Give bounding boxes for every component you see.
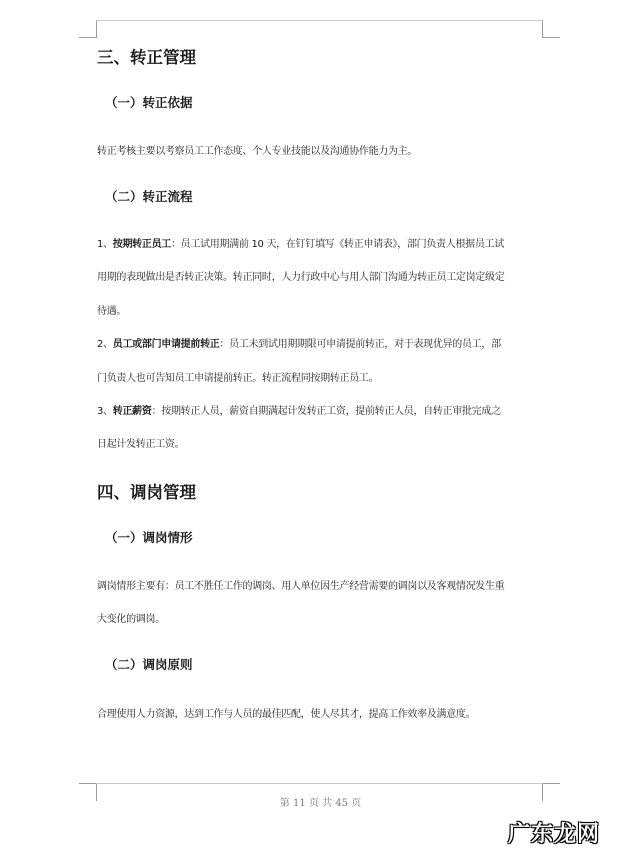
paragraph-line: 用期的表现做出是否转正决策。转正同时，人力行政中心与用人部门沟通为转正员工定岗定级定 [97,272,505,283]
paragraph-line: 合理使用人力资源，达到工作与人员的最佳匹配，使人尽其才，提高工作效率及满意度。 [97,709,476,720]
footer-prefix: 第 [279,798,290,809]
list-item-number: 3、 [97,406,113,417]
section-heading: 三、转正管理 [97,48,196,67]
current-page-number: 11 [292,798,306,809]
list-item-number: 1、 [97,239,113,250]
list-item-term: 按期转正员工 [112,239,171,250]
footer-middle: 页 共 [308,798,333,809]
list-item [97,235,504,250]
list-item-text: ：员工未到试用期期限可申请提前转正，对于表现优异的员工，部 [219,339,501,350]
footer-rule [96,783,543,784]
paragraph-line: 大变化的调岗。 [97,614,165,625]
paragraph-line: 转正考核主要以考察员工工作态度、个人专业技能以及沟通协作能力为主。 [97,146,418,157]
paragraph-line: 待遇。 [97,306,127,317]
subsection-heading: （一）转正依据 [105,95,193,110]
subsection-heading: （一）调岗情形 [105,530,193,545]
site-watermark: 广东龙网 [508,822,601,847]
paragraph-line: 门负责人也可告知员工申请提前转正。转正流程同按期转正员工。 [97,373,379,384]
section-heading: 四、调岗管理 [97,483,196,502]
total-page-count: 45 [335,798,349,809]
subsection-heading: （二）转正流程 [105,189,193,204]
paragraph-line: 日起计发转正工资。 [97,439,185,450]
list-item-term: 转正薪资 [112,406,152,417]
list-item [97,335,501,350]
header-rule [96,20,543,21]
paragraph-line: 调岗情形主要有：员工不胜任工作的调岗、用人单位因生产经营需要的调岗以及客观情况发生重 [97,581,505,592]
list-item-number: 2、 [97,339,113,350]
margin-corner-top-right [542,20,560,38]
list-item-term: 员工或部门申请提前转正 [112,339,220,350]
list-item [97,402,501,417]
list-item-text: ：按期转正人员，薪资自期满起计发转正工资，提前转正人员，自转正审批完成之 [151,406,501,417]
list-item-text: ：员工试用期满前 10 天，在钉钉填写《转正申请表》，部门负责人根据员工试 [170,239,504,250]
subsection-heading: （二）调岗原则 [105,657,193,672]
footer-suffix: 页 [351,798,362,809]
margin-corner-top-left [79,20,97,38]
page-footer [0,794,641,809]
